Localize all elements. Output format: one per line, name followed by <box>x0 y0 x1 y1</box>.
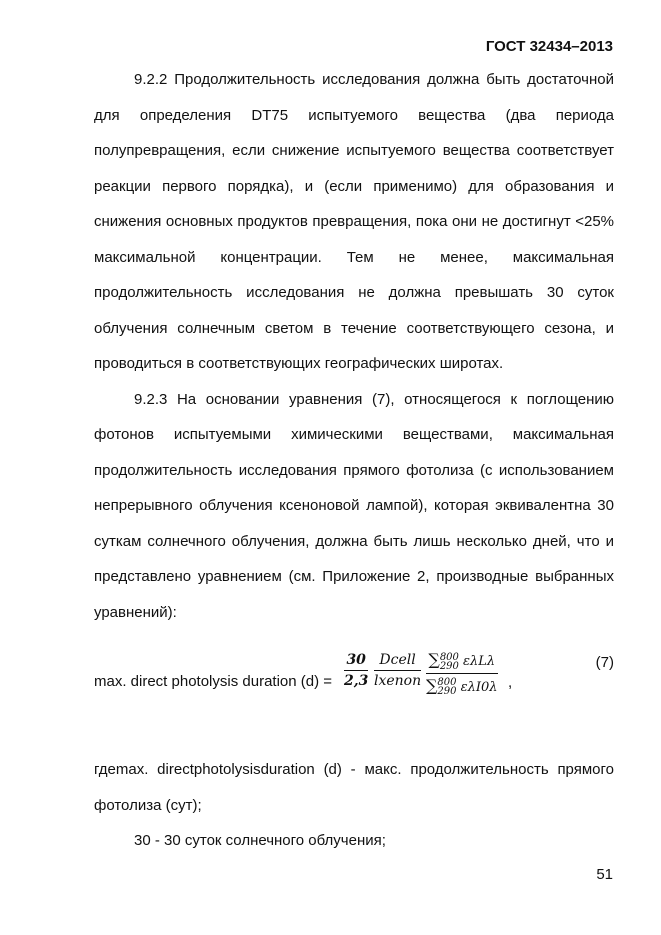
document-code: ГОСТ 32434–2013 <box>485 38 613 55</box>
numerator-term: ελLλ <box>463 654 496 669</box>
sum-symbol-icon: ∑ <box>426 675 438 695</box>
fraction-numerator <box>426 650 498 674</box>
fraction-denominator <box>426 674 498 697</box>
fraction-numerator <box>374 652 421 671</box>
denominator-term: ελI0λ <box>460 679 498 695</box>
equation-number: (7) <box>595 654 614 671</box>
page-number: 51 <box>596 866 613 883</box>
paragraph-9-2-3: 9.2.3 На основании уравнения (7), относящегося к поглощению фотонов испытуемыми химическими веществами, максимальная продолжительность исследования прямого фотолиза (с использованием непрерывного облучения ксеноновой лампой), которая эквивалентна 30 суткам солнечного облучения, должна быть лишь несколько дней, что и представлено уравнением (см. Приложение 2, производные выбранных уравнений): <box>94 390 614 621</box>
fraction-denominator <box>374 671 421 689</box>
fraction-30-over-2-3 <box>344 652 368 689</box>
formula-label: max. direct photolysis duration (d) = <box>94 673 333 690</box>
sum-lower-limit: 290 <box>439 660 459 672</box>
paragraph-where: гдеmax. directphotolysisduration (d) - макс. продолжительность прямого фотолиза (сут); <box>94 761 614 814</box>
sum-lower-limit: 290 <box>437 686 457 697</box>
sum-upper-limit: 800 <box>437 677 457 688</box>
l-xenon-symbol: lxenon <box>374 673 422 689</box>
fraction-dcell-over-lxenon <box>374 652 421 689</box>
fraction-numerator: 30 <box>344 652 368 671</box>
sum-symbol-icon: ∑ <box>428 650 440 669</box>
sum-upper-limit: 800 <box>439 651 459 663</box>
fraction-sum-ratio <box>426 650 498 696</box>
formula-7 <box>94 650 614 724</box>
paragraph-9-2-2: 9.2.2 Продолжительность исследования должна быть достаточной для определения DT75 испытуемого вещества (два периода полупревращения, если снижение испытуемого вещества соответствует реакции первого порядка), и (если применимо) для образования и снижения основных продуктов превращения, пока они не достигнут <25% максимальной концентрации. Тем не менее, максимальная продолжительность исследования не должна превышать 30 суток облучения солнечным светом в течение соответствующего сезона, и проводиться в соответствующих географических широтах. <box>94 71 614 372</box>
formula-comma: , <box>508 674 513 691</box>
d-cell-symbol: Dcell <box>379 652 416 668</box>
paragraph-30: 30 - 30 суток солнечного облучения; <box>134 832 386 849</box>
page-content <box>94 62 614 859</box>
fraction-denominator: 2,3 <box>344 673 369 689</box>
